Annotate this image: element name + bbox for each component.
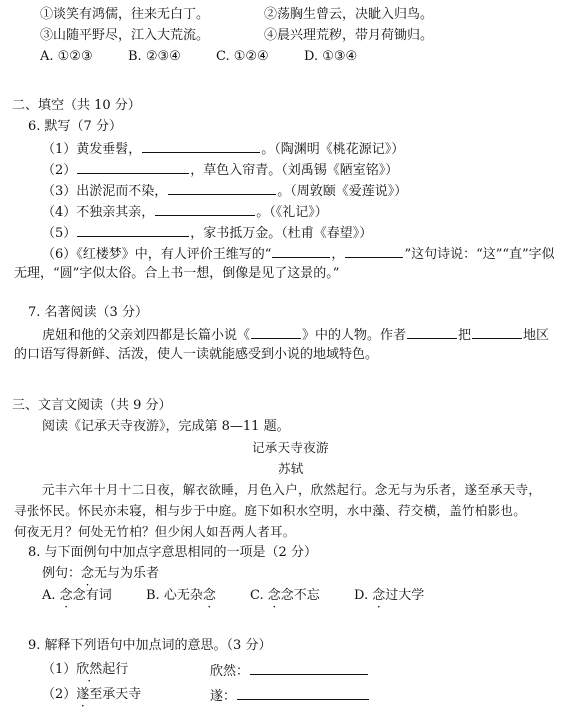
choice-c[interactable]: C. ①②④: [216, 49, 269, 64]
poem-option-2: ②荡胸生曾云，决眦入归鸟。: [264, 7, 434, 22]
q9-item-2: （2）遂至承天寺: [42, 687, 142, 702]
reading-instruction: 阅读《记承天寺夜游》，完成第 8—11 题。: [42, 419, 290, 434]
answer-blank[interactable]: [250, 661, 368, 675]
answer-blank[interactable]: [168, 181, 276, 195]
passage-author: 苏轼: [278, 461, 304, 476]
passage-title: 记承天寺夜游: [252, 440, 329, 455]
poem-option-4: ④晨兴理荒秽，带月荷锄归。: [264, 28, 434, 43]
dictation-item-5: （5） ，家书抵万金。（杜甫《春望》）: [42, 223, 372, 243]
passage-line1: 元丰六年十月十二日夜，解衣欲睡，月色入户，欣然起行。念无与为乐者，遂至承天寺，: [42, 482, 542, 497]
answer-blank[interactable]: [472, 325, 522, 339]
q9-title: 9. 解释下列语句中加点词的意思。（3 分）: [28, 638, 272, 653]
answer-blank[interactable]: [407, 325, 457, 339]
q7-line2: 的口语写得新鲜、活泼，使人一读就能感受到小说的地域特色。: [14, 347, 379, 362]
q8-option-d[interactable]: D. 念过大学: [354, 588, 425, 603]
dictation-item-6-cont: 无理，“圆”字似太俗。合上书一想，倒像是见了这景的。”: [14, 266, 340, 281]
choice-d[interactable]: D. ①③④: [304, 49, 358, 64]
q8-title: 8. 与下面例句中加点字意思相同的一项是（2 分）: [28, 545, 317, 560]
dictation-item-2: （2） ，草色入帘青。（刘禹锡《陋室铭》）: [42, 160, 398, 180]
answer-blank[interactable]: [237, 686, 369, 700]
section2-heading: 二、填空（共 10 分）: [12, 98, 141, 113]
q8-example: 例句：念无与为乐者: [42, 566, 160, 581]
answer-blank[interactable]: [77, 160, 189, 174]
section3-heading: 三、文言文阅读（共 9 分）: [12, 398, 172, 413]
dictation-item-4: （4）不独亲其亲， 。（《礼记》）: [42, 202, 328, 222]
passage-line2: 寻张怀民。怀民亦未寝，相与步于中庭。庭下如积水空明，水中藻、荇交横，盖竹柏影也。: [14, 503, 527, 518]
passage-line3: 何夜无月？何处无竹柏？但少闲人如吾两人者耳。: [14, 524, 296, 539]
answer-blank[interactable]: [345, 244, 403, 258]
choice-a[interactable]: A. ①②③: [40, 49, 93, 64]
dictation-item-1: （1）黄发垂髫， 。（陶渊明《桃花源记》）: [42, 139, 404, 159]
dictation-item-6: （6）《红楼梦》中，有人评价王维写的“ ， ”这句诗说：“这”“直”字似: [42, 244, 555, 264]
answer-blank[interactable]: [142, 139, 260, 153]
q9-answer-1: 欣然：: [210, 661, 369, 681]
q8-option-c[interactable]: C. 念念不忘: [250, 588, 320, 603]
q7-title: 7. 名著阅读（3 分）: [28, 305, 148, 320]
poem-option-1: ①谈笑有鸿儒，往来无白丁。: [40, 7, 210, 22]
q9-answer-2: 遂：: [210, 686, 370, 706]
choice-b[interactable]: B. ②③④: [128, 49, 181, 64]
q9-item-1: （1）欣然起行: [42, 662, 129, 677]
q8-option-a[interactable]: A. 念念有词: [42, 588, 112, 603]
q7-line1: 虎妞和他的父亲刘四都是长篇小说《 》中的人物。作者 把 地区: [42, 325, 549, 345]
q6-title: 6. 默写（7 分）: [28, 119, 122, 134]
dictation-item-3: （3）出淤泥而不染， 。（周敦颐《爱莲说》）: [42, 181, 407, 201]
answer-blank[interactable]: [77, 223, 189, 237]
poem-option-3: ③山随平野尽，江入大荒流。: [40, 28, 210, 43]
answer-blank[interactable]: [155, 202, 255, 216]
answer-blank[interactable]: [251, 325, 301, 339]
answer-blank[interactable]: [272, 244, 330, 258]
q8-option-b[interactable]: B. 心无杂念: [146, 588, 216, 603]
